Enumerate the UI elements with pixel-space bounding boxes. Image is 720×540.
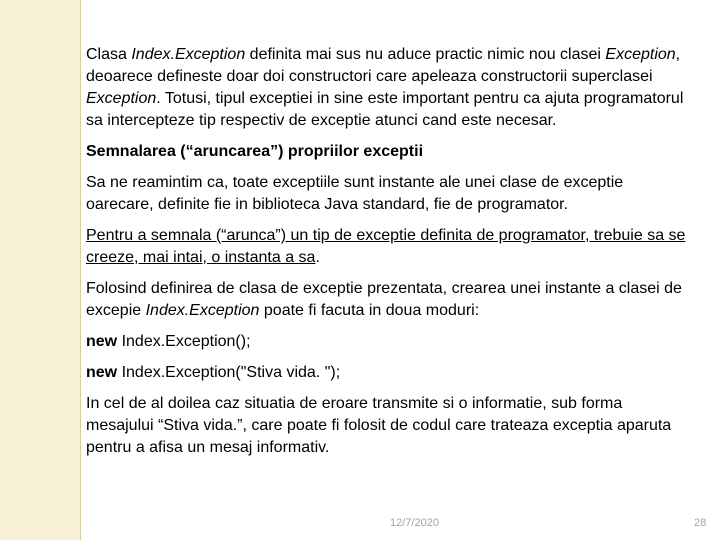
footer-date: 12/7/2020 <box>390 517 439 529</box>
paragraph-throw <box>86 225 686 269</box>
underlined-text: Pentru a semnala (“arunca”) un tip de exceptie definita de programator, trebuie sa se creeze, mai intai, o instanta a sa <box>86 227 686 266</box>
text-run: . <box>315 249 320 266</box>
text-run: poate fi facuta in doua moduri: <box>259 302 480 319</box>
slide-sidebar-band <box>0 0 81 540</box>
keyword-new: new <box>86 333 118 350</box>
code-text: Index.Exception(); <box>117 333 251 350</box>
slide-body <box>86 44 686 468</box>
section-heading <box>86 141 686 163</box>
footer-page-number: 28 <box>694 517 707 529</box>
code-line-1 <box>86 331 686 353</box>
text-run: Folosind definirea de clasa de exceptie prezentata, crearea unei instante a clasei de excepie <box>86 280 682 319</box>
code-line-2 <box>86 362 686 384</box>
class-name-italic: Exception <box>86 90 157 107</box>
text-run: definita mai sus nu aduce practic nimic nou clasei <box>245 46 606 63</box>
class-name-italic: Index.Exception <box>131 46 246 63</box>
paragraph-create <box>86 278 686 322</box>
keyword-new: new <box>86 364 118 381</box>
heading-text: Semnalarea (“aruncarea”) propriilor exceptii <box>86 143 424 160</box>
paragraph-reminder: Sa ne reamintim ca, toate exceptiile sunt instante ale unei clase de exceptie oarecare, definite fie in biblioteca Java standard, fie de programator. <box>86 174 624 213</box>
class-name-italic: Exception <box>605 46 676 63</box>
class-name-italic: Index.Exception <box>145 302 260 319</box>
text-run: . Totusi, tipul exceptiei in sine este important pentru ca ajuta programatorul sa intercepteze tip respectiv de exceptie atunci cand este necesar. <box>86 90 684 129</box>
text-run: Clasa <box>86 46 132 63</box>
text-run: , deoarece defineste doar doi constructori care apeleaza constructorii superclasei <box>86 46 681 85</box>
paragraph-second-case: In cel de al doilea caz situatia de eroare transmite si o informatie, sub forma mesajului “Stiva vida.”, care poate fi folosit de codul care trateaza exceptia aparuta pentru a afisa un mesaj informativ. <box>86 395 672 456</box>
paragraph-intro <box>86 44 686 132</box>
code-text: Index.Exception("Stiva vida. "); <box>117 364 341 381</box>
